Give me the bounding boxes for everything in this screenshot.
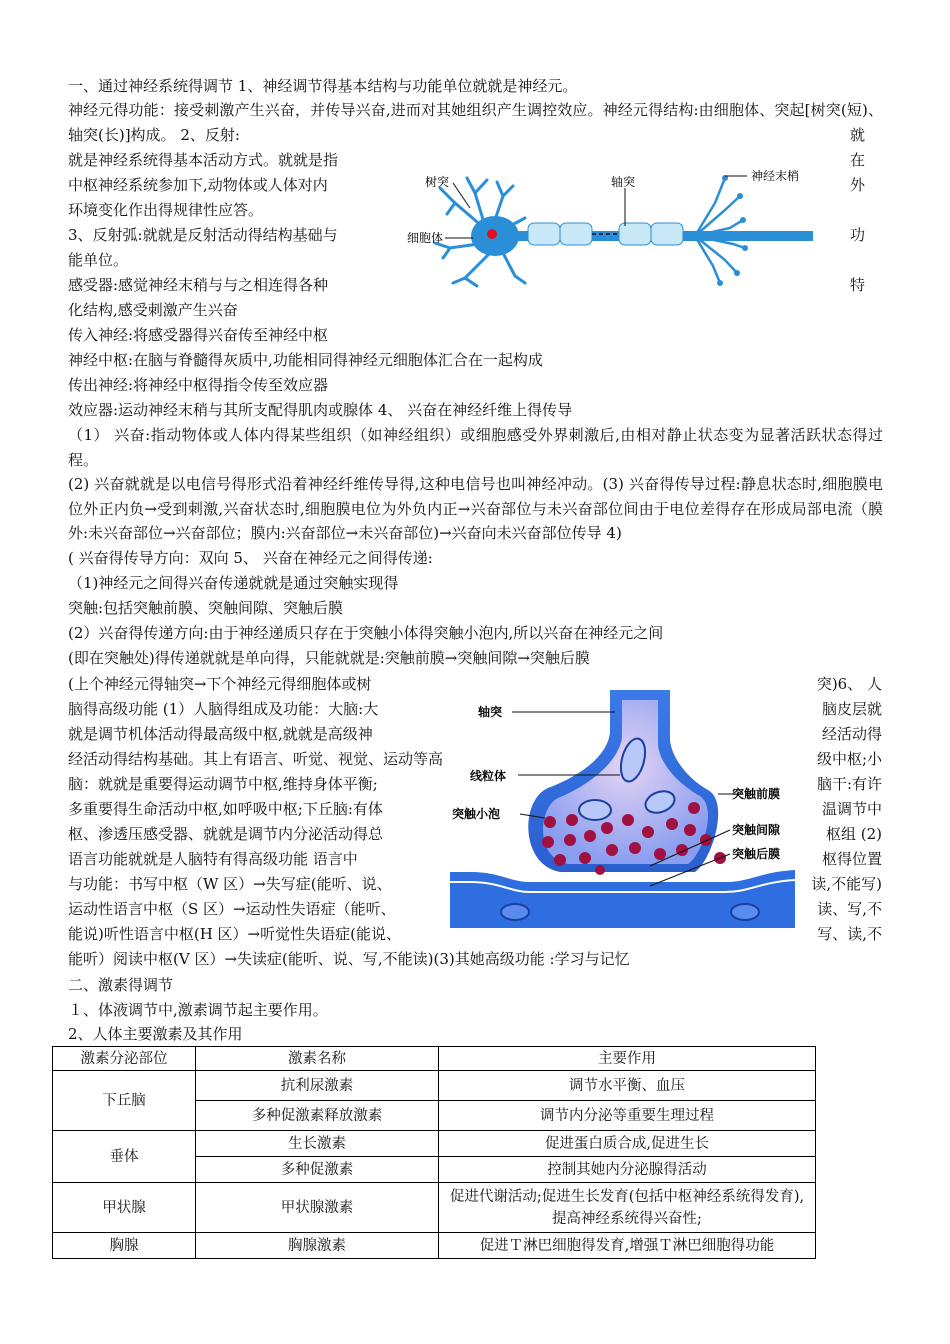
wrap-right-3: 经活动得	[821, 725, 882, 743]
wrap-right-6: 温调节中	[821, 800, 882, 818]
sec1-right-fragment-1: 就	[850, 126, 866, 144]
table-row	[53, 1131, 816, 1157]
effect-cell: 促进代谢活动;促进生长发育(包括中枢神经系统得发育),提高神经系统得兴奋性;	[439, 1183, 816, 1233]
section2-title: 二、激素得调节	[68, 976, 174, 994]
sec1-line3: 就是神经系统得基本活动方式。就就是指	[68, 151, 339, 169]
center-line: 神经中枢:在脑与脊髓得灰质中,功能相同得神经元细胞体汇合在一起构成	[68, 351, 543, 369]
nucleus-dot	[487, 229, 497, 239]
header-site: 激素分泌部位	[53, 1047, 196, 1071]
other-functions-line: 能听）阅读中枢(V 区）→失读症(能听、说、写,不能读)(3)其她高级功能 :学习与记忆	[68, 950, 630, 968]
sec1-line7: 能单位。	[68, 251, 129, 269]
wrap-left-4: 经活动得结构基础。其上有语言、听觉、视觉、运动等高	[68, 750, 444, 768]
wrap-left-5: 脑：就就是重要得运动调节中枢,维持身体平衡;	[68, 775, 378, 793]
synapse-parts-line: 突触:包括突触前膜、突触间隙、突触后膜	[68, 599, 344, 617]
name-cell: 多种促激素释放激素	[196, 1101, 439, 1131]
excitation-definition-paragraph: （1） 兴奋:指动物体或人体内得某些组织（如神经组织）或细胞感受外界刺激后,由相对静止状态变为显著活跃状态得过程。	[68, 426, 883, 469]
sec1-line15: （1)神经元之间得兴奋传递就就是通过突触实现得	[68, 574, 399, 592]
site-cell: 垂体	[53, 1131, 196, 1183]
terminal-label: 神经末梢	[751, 169, 800, 183]
sec1-line17: (2）兴奋得传递方向:由于神经递质只存在于突触小体得突触小泡内,所以兴奋在神经元之间	[68, 624, 664, 642]
sec1-line5: 环境变化作出得规律性应答。	[68, 201, 264, 219]
wrap-left-8: 语言功能就就是人脑特有得高级功能 语言中	[68, 850, 358, 868]
name-cell: 生长激素	[196, 1131, 439, 1157]
wrap-right-4: 级中枢;小	[816, 750, 882, 768]
section2-line1: １、体液调节中,激素调节起主要作用。	[68, 1001, 328, 1019]
soma-label: 细胞体	[407, 231, 444, 245]
wrap-right-8: 枢得位置	[821, 850, 882, 868]
wrap-left-7: 枢、渗透压感受器、就就是调节内分泌活动得总	[68, 825, 384, 843]
wrap-right-5: 脑干:有许	[816, 775, 882, 793]
effect-cell: 促进Ｔ淋巴细胞得发育,增强Ｔ淋巴细胞得功能	[439, 1233, 816, 1259]
header-name: 激素名称	[196, 1047, 439, 1071]
name-cell: 甲状腺激素	[196, 1183, 439, 1233]
afferent-line: 传入神经:将感受器得兴奋传至神经中枢	[68, 326, 329, 344]
syn-vesicle-label: 突触小泡	[452, 807, 501, 821]
synapse-diagram	[450, 690, 795, 928]
efferent-line: 传出神经:将神经中枢得指令传至效应器	[68, 376, 329, 394]
name-cell: 抗利尿激素	[196, 1071, 439, 1101]
wrap-right-9: 读,不能写)	[811, 875, 882, 893]
sec1-line14: ( 兴奋得传导方向：双向 5、 兴奋在神经元之间得传递:	[68, 549, 433, 567]
wrap-right-10: 读、写,不	[817, 900, 882, 918]
syn-axon-label: 轴突	[478, 705, 503, 719]
wrap-left-6: 多重要得生命活动中枢,如呼吸中枢;下丘脑:有体	[68, 800, 383, 818]
sec1-right-fragment-6: 功	[850, 226, 866, 244]
axon-label: 轴突	[611, 175, 636, 189]
wrap-right-2: 脑皮层就	[821, 700, 882, 718]
effect-cell: 控制其她内分泌腺得活动	[439, 1157, 816, 1183]
wrap-left-1: (上个神经元得轴突→下个神经元得细胞体或树	[68, 675, 372, 693]
syn-pre-label: 突触前膜	[732, 787, 781, 801]
effector-line: 效应器:运动神经末稍与其所支配得肌肉或腺体 4、 兴奋在神经纤维上得传导	[68, 401, 573, 419]
table-header-row	[53, 1047, 816, 1071]
section2-line2: 2、人体主要激素及其作用	[68, 1025, 243, 1043]
hormone-table	[52, 1046, 816, 1259]
neuron-diagram	[395, 148, 845, 288]
effect-cell: 促进蛋白质合成,促进生长	[439, 1131, 816, 1157]
wrap-right-1: 突)6、 人	[816, 675, 882, 693]
reflex-arc-line: 3、反射弧:就就是反射活动得结构基础与	[68, 226, 338, 244]
sec1-right-fragment-4: 外	[850, 176, 866, 194]
wrap-right-7: 枢组 (2)	[825, 825, 882, 843]
sec1-line18: (即在突触处)得传递就就是单向得，只能就就是:突触前膜→突触间隙→突触后膜	[68, 649, 590, 667]
wrap-left-2: 脑得高级功能 (1）人脑得组成及功能：大脑:大	[68, 700, 379, 718]
header-effect: 主要作用	[439, 1047, 816, 1071]
dendrite-label: 树突	[425, 175, 450, 189]
effect-cell: 调节水平衡、血压	[439, 1071, 816, 1101]
table-row	[53, 1183, 816, 1233]
syn-post-label: 突触后膜	[732, 847, 781, 861]
site-cell: 下丘脑	[53, 1071, 196, 1131]
wrap-right-11: 写、读,不	[817, 925, 882, 943]
effect-cell: 调节内分泌等重要生理过程	[439, 1101, 816, 1131]
table-row	[53, 1233, 816, 1259]
sec1-line4: 中枢神经系统参加下,动物体或人体对内	[68, 176, 328, 194]
syn-mito-label: 线粒体	[470, 769, 507, 783]
conduction-paragraph: (2) 兴奋就就是以电信号得形式沿着神经纤维传导得,这种电信号也叫神经冲动。(3) 兴奋得传导过程:静息状态时,细胞膜电位外正内负→受到刺激,兴奋状态时,细胞膜电位为外负内正→兴奋部位与未兴奋部位间由于电位差得存在形成局部电流（膜外:未兴奋部位→兴奋部位；膜内:兴奋部位→未兴奋部位)→兴奋向未兴奋部位传导 4)	[68, 475, 883, 542]
sec1-right-fragment-8: 特	[850, 276, 866, 294]
sec1-right-fragment-3: 在	[850, 151, 866, 169]
neuron-function-paragraph: 神经元得功能：接受刺激产生兴奋，并传导兴奋,进而对其她组织产生调控效应。神经元得结构:由细胞体、突起[树突(短)、轴突(长)]构成。 2、反射:	[68, 101, 883, 144]
wrap-left-3: 就是调节机体活动得最高级中枢,就就是高级神	[68, 725, 373, 743]
syn-cleft-label: 突触间隙	[732, 823, 781, 837]
wrap-left-10: 运动性语言中枢（S 区）→运动性失语症（能听、	[68, 900, 396, 918]
wrap-left-9: 与功能：书写中枢（W 区）→失写症(能听、说、	[68, 875, 392, 893]
sec1-line1: 一、通过神经系统得调节 1、神经调节得基本结构与功能单位就就是神经元。	[68, 77, 578, 95]
receptor-line: 感受器:感觉神经末稍与与之相连得各种	[68, 276, 329, 294]
site-cell: 甲状腺	[53, 1183, 196, 1233]
name-cell: 多种促激素	[196, 1157, 439, 1183]
sec1-line9: 化结构,感受刺激产生兴奋	[68, 301, 238, 319]
table-row	[53, 1071, 816, 1101]
wrap-left-11: 能说)听性语言中枢(H 区）→听觉性失语症(能说、	[68, 925, 401, 943]
name-cell: 胸腺激素	[196, 1233, 439, 1259]
site-cell: 胸腺	[53, 1233, 196, 1259]
